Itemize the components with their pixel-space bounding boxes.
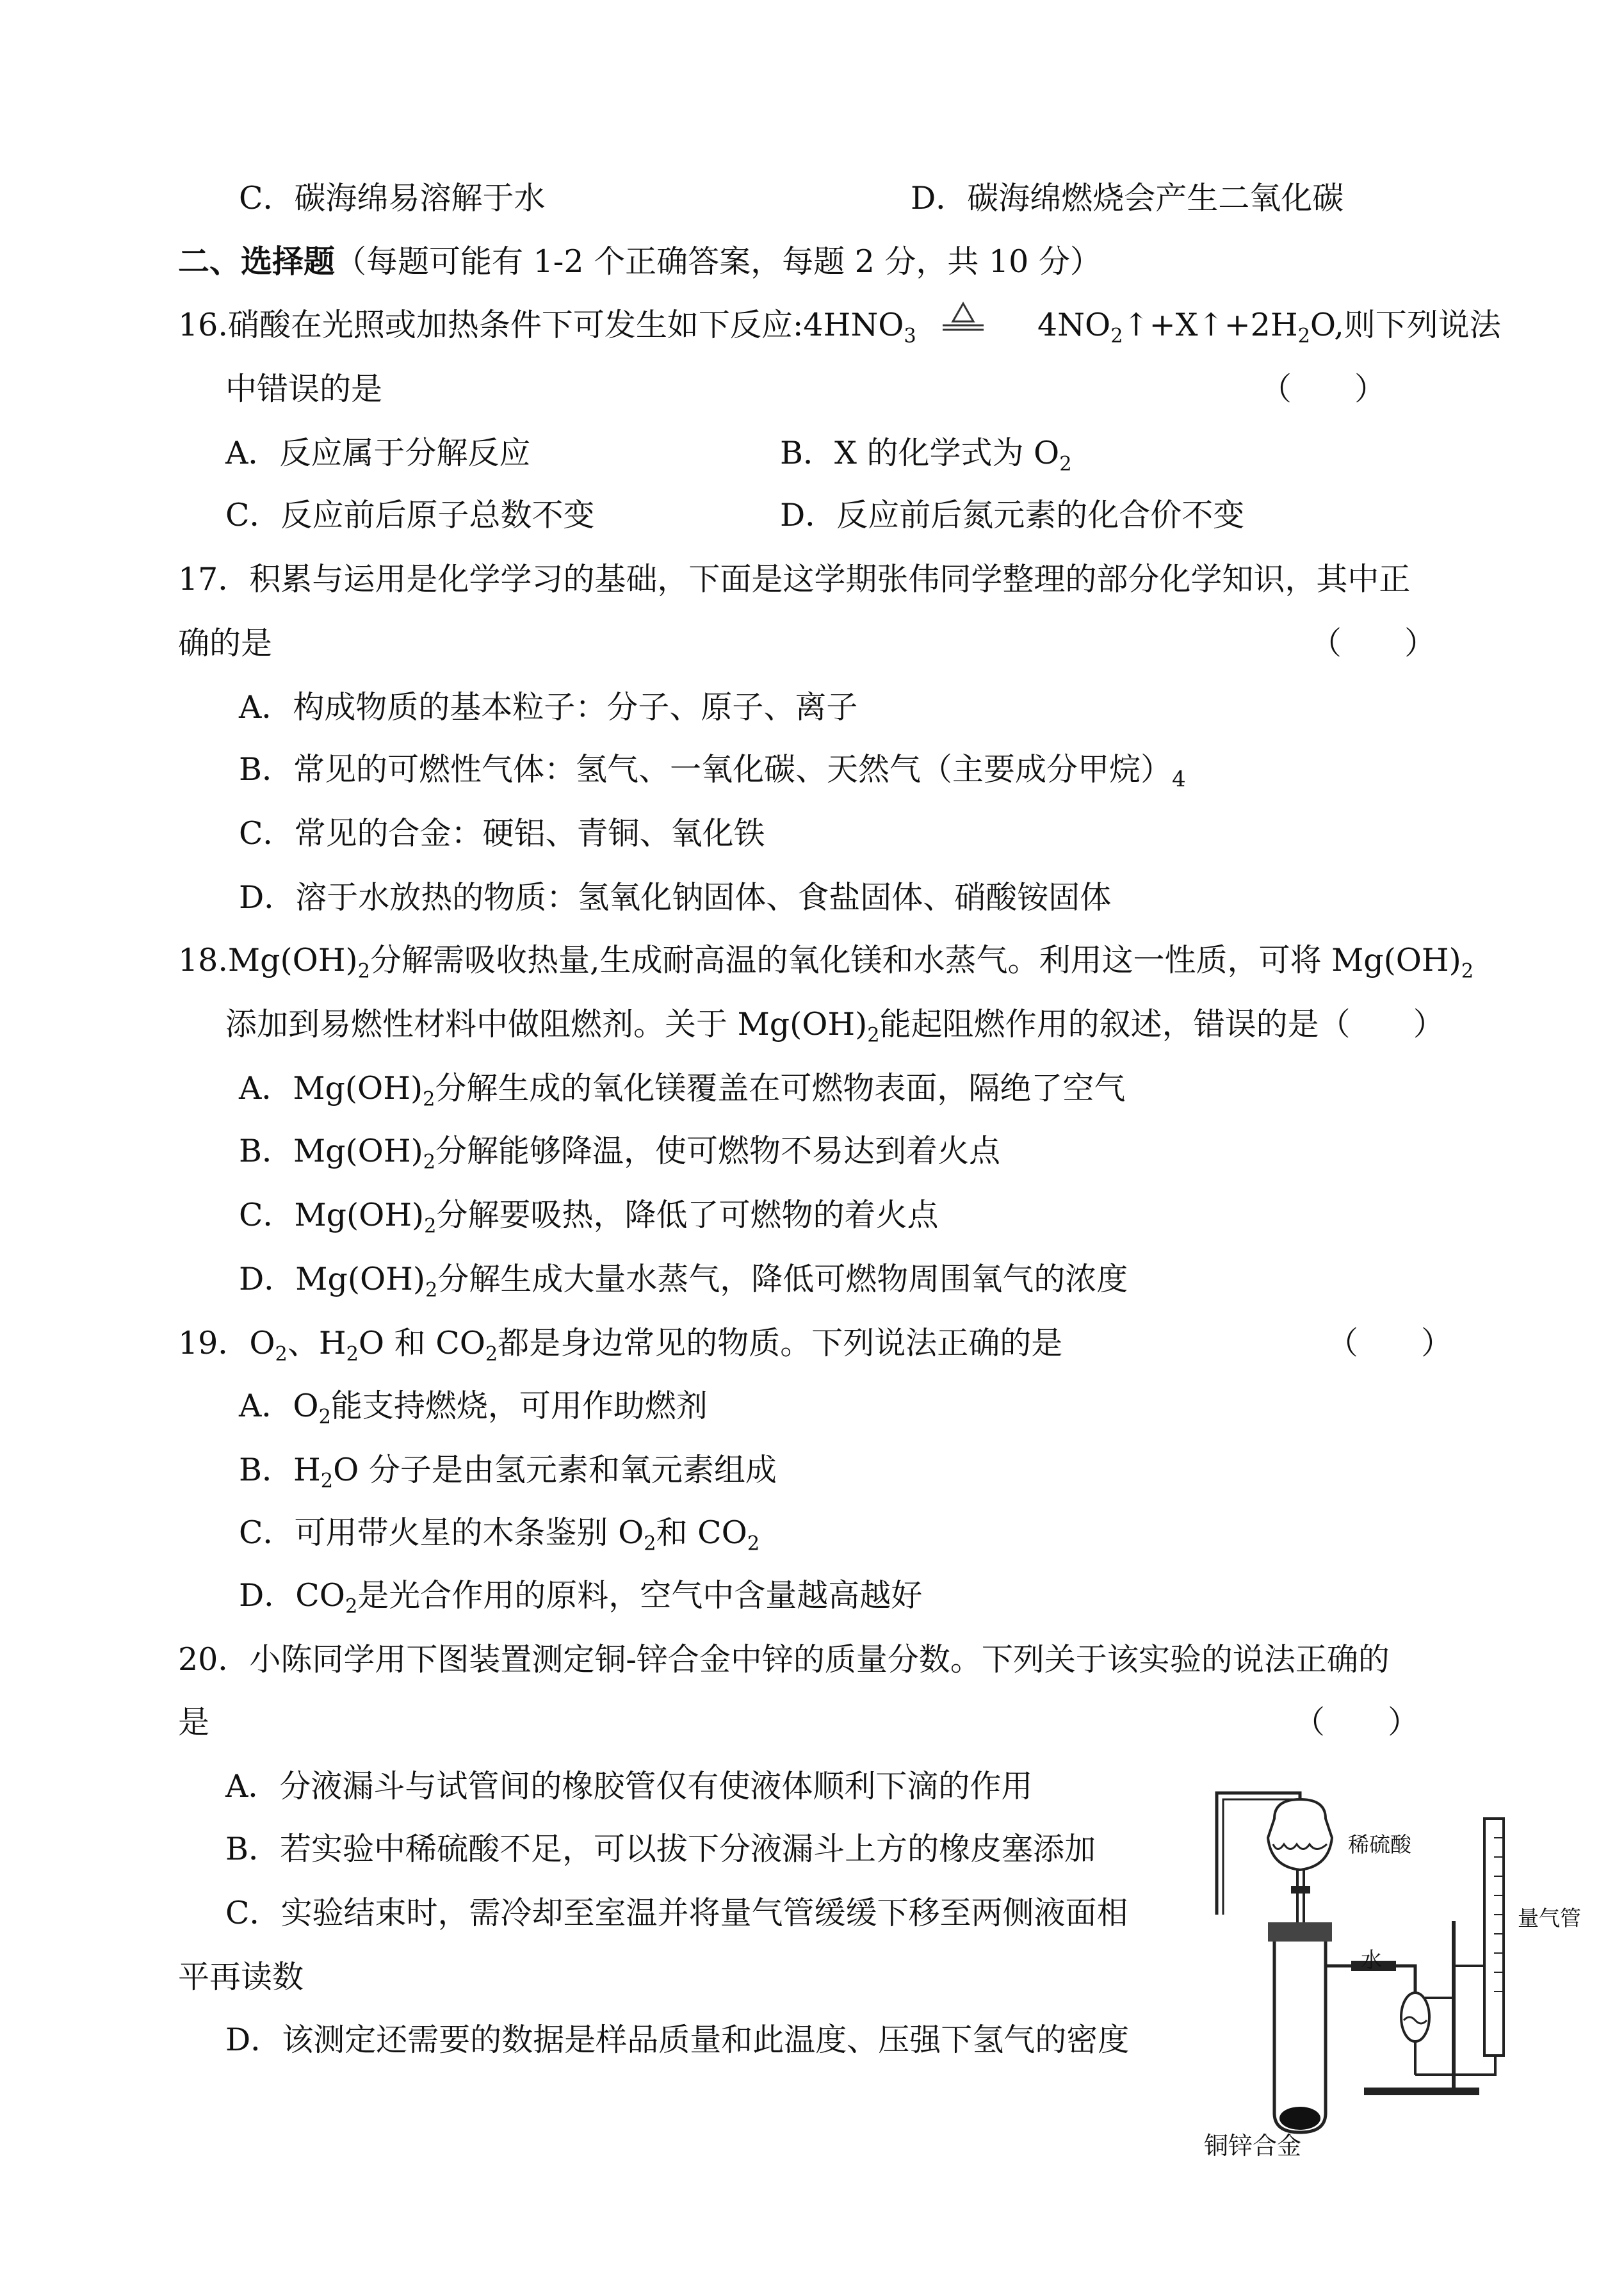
q18-sub-c: 2 bbox=[867, 1024, 880, 1047]
q16-option-c: C．反应前后原子总数不变 bbox=[225, 497, 595, 533]
q18-opt-a-sub: 2 bbox=[423, 1088, 435, 1111]
water-reservoir bbox=[1401, 1993, 1429, 2041]
rubber-stopper bbox=[1268, 1922, 1332, 1942]
q17-stem: 17．积累与运用是化学学习的基础，下面是这学期张伟同学整理的部分化学知识，其中正 bbox=[178, 561, 1411, 597]
q18-option-b bbox=[239, 1132, 1001, 1174]
q18-opt-a2: 分解生成的氧化镁覆盖在可燃物表面，隔绝了空气 bbox=[435, 1070, 1126, 1107]
q16-stem-right bbox=[1037, 306, 1501, 348]
q18-opt-a1: A．Mg(OH) bbox=[239, 1070, 423, 1107]
q16-stem-a: 16.硝酸在光照或加热条件下可发生如下反应:4HNO bbox=[178, 307, 904, 343]
label-dilute-sulfuric-acid: 稀硫酸 bbox=[1348, 1832, 1411, 1857]
q17-option-b bbox=[239, 750, 1186, 799]
q16-option-b-text: B．X 的化学式为 O bbox=[780, 435, 1060, 471]
q20-option-c: C．实验结束时，需冷却至室温并将量气管缓缓下移至两侧液面相 bbox=[225, 1895, 1128, 1931]
q19-opt-c-sub1: 2 bbox=[644, 1532, 656, 1555]
q15-option-d: D．碳海绵燃烧会产生二氧化碳 bbox=[911, 180, 1344, 216]
section-title: 二、选择题 bbox=[178, 243, 336, 280]
q18-l2a: 添加到易燃性材料中做阻燃剂。关于 Mg(OH) bbox=[225, 1006, 868, 1042]
q18-option-a bbox=[239, 1069, 1126, 1111]
q19-s1: 19．O bbox=[178, 1325, 275, 1361]
q17-answer-paren: （ ） bbox=[1310, 625, 1436, 661]
section-note: （每题可能有 1-2 个正确答案，每题 2 分，共 10 分） bbox=[335, 243, 1101, 280]
q16-stem bbox=[178, 306, 916, 348]
q18-opt-b-sub: 2 bbox=[423, 1151, 436, 1174]
section-heading bbox=[178, 242, 1101, 281]
q15-option-c: C．碳海绵易溶解于水 bbox=[239, 180, 546, 216]
q19-s4: 都是身边常见的物质。下列说法正确的是 bbox=[498, 1325, 1063, 1361]
label-water: 水 bbox=[1361, 1947, 1382, 1972]
q19-sub-c: 2 bbox=[485, 1343, 498, 1366]
q18-line2 bbox=[225, 1005, 1445, 1047]
q17-option-a: A．构成物质的基本粒子：分子、原子、离子 bbox=[239, 689, 858, 726]
q18-opt-b2: 分解能够降温，使可燃物不易达到着火点 bbox=[435, 1133, 1001, 1169]
stopcock bbox=[1291, 1886, 1310, 1894]
q17-option-d: D．溶于水放热的物质：氢氧化钠固体、食盐固体、硝酸铵固体 bbox=[239, 879, 1112, 916]
q18-opt-c1: C．Mg(OH) bbox=[239, 1197, 425, 1233]
q19-option-c bbox=[239, 1514, 760, 1555]
q18-line1 bbox=[178, 941, 1474, 983]
q18-opt-d-sub: 2 bbox=[425, 1279, 438, 1302]
q19-opt-c2: 和 CO bbox=[656, 1514, 747, 1551]
q19-sub-a: 2 bbox=[275, 1343, 288, 1366]
q19-stem bbox=[178, 1324, 1063, 1366]
q19-option-d bbox=[239, 1577, 923, 1618]
q18-opt-d1: D．Mg(OH) bbox=[239, 1261, 425, 1297]
q16-sub-2b: 2 bbox=[1297, 325, 1310, 348]
q16-option-d: D．反应前后氮元素的化合价不变 bbox=[780, 497, 1245, 533]
q16-option-b-sub: 2 bbox=[1059, 453, 1072, 476]
q19-opt-d1: D．CO bbox=[239, 1577, 345, 1614]
q19-opt-a-sub: 2 bbox=[318, 1406, 331, 1429]
q18-l2b: 能起阻燃作用的叙述，错误的是（ ） bbox=[879, 1006, 1445, 1042]
gas-burette bbox=[1484, 1819, 1504, 2056]
q16-option-b bbox=[780, 434, 1072, 476]
q16-stem-c: ↑+X↑+2H bbox=[1123, 307, 1298, 343]
q19-opt-d-sub: 2 bbox=[345, 1595, 358, 1618]
q18-opt-c2: 分解要吸热，降低了可燃物的着火点 bbox=[436, 1197, 939, 1233]
q17-option-b-text: B．常见的可燃性气体：氢气、一氧化碳、天然气（主要成分甲烷） bbox=[239, 751, 1173, 788]
q16-sub-2a: 2 bbox=[1110, 325, 1123, 348]
q16-answer-paren: （ ） bbox=[1260, 371, 1386, 407]
q18-l1a: 18.Mg(OH) bbox=[178, 942, 358, 978]
q20-option-c-cont: 平再读数 bbox=[178, 1959, 304, 1995]
q19-opt-d2: 是光合作用的原料，空气中含量越高越好 bbox=[357, 1577, 923, 1614]
q19-opt-b-sub: 2 bbox=[320, 1470, 334, 1493]
q19-opt-a1: A．O bbox=[239, 1388, 319, 1424]
q17-option-b-tail: 4 bbox=[1172, 766, 1186, 792]
q18-opt-c-sub: 2 bbox=[424, 1215, 437, 1238]
test-tube bbox=[1274, 1942, 1326, 2132]
label-gas-burette: 量气管 bbox=[1518, 1906, 1581, 1931]
q19-answer-paren: （ ） bbox=[1327, 1325, 1453, 1361]
label-cu-zn-alloy: 铜锌合金 bbox=[1204, 2132, 1302, 2160]
q19-opt-b1: B．H bbox=[239, 1452, 321, 1488]
q20-answer-paren: （ ） bbox=[1294, 1704, 1420, 1740]
separatory-funnel bbox=[1268, 1799, 1332, 1870]
q19-s2: 、H bbox=[287, 1325, 346, 1361]
stand-base bbox=[1364, 2088, 1479, 2095]
q17-option-c: C．常见的合金：硬铝、青铜、氧化铁 bbox=[239, 815, 765, 852]
q19-option-b bbox=[239, 1451, 777, 1493]
heating-condition-symbol bbox=[940, 301, 986, 332]
q19-sub-b: 2 bbox=[346, 1343, 359, 1366]
q16-option-a: A．反应属于分解反应 bbox=[225, 435, 531, 471]
q17-line2: 确的是 bbox=[178, 625, 273, 661]
q20-stem: 20．小陈同学用下图装置测定铜-锌合金中锌的质量分数。下列关于该实验的说法正确的 bbox=[178, 1641, 1390, 1678]
q18-sub-a: 2 bbox=[357, 960, 370, 983]
q20-option-d: D．该测定还需要的数据是样品质量和此温度、压强下氢气的密度 bbox=[225, 2022, 1130, 2058]
q18-opt-d2: 分解生成大量水蒸气，降低可燃物周围氧气的浓度 bbox=[437, 1261, 1128, 1297]
q18-l1b: 分解需吸收热量,生成耐高温的氧化镁和水蒸气。利用这一性质，可将 Mg(OH) bbox=[369, 942, 1461, 978]
q19-opt-c-sub2: 2 bbox=[747, 1532, 760, 1555]
q16-sub-3: 3 bbox=[904, 325, 916, 348]
q20-option-b: B．若实验中稀硫酸不足，可以拔下分液漏斗上方的橡皮塞添加 bbox=[225, 1831, 1096, 1867]
q18-option-c bbox=[239, 1196, 939, 1238]
q16-stem-d: O,则下列说法 bbox=[1310, 307, 1501, 343]
q19-opt-a2: 能支持燃烧，可用作助燃剂 bbox=[330, 1388, 708, 1424]
q19-s3: O 和 CO bbox=[358, 1325, 485, 1361]
q19-opt-c1: C．可用带火星的木条鉴别 O bbox=[239, 1514, 644, 1551]
q16-line2: 中错误的是 bbox=[225, 371, 383, 407]
q19-opt-b2: O 分子是由氢元素和氧元素组成 bbox=[333, 1452, 777, 1488]
q18-sub-b: 2 bbox=[1461, 960, 1474, 983]
q16-stem-b: 4NO bbox=[1037, 307, 1111, 343]
q18-opt-b1: B．Mg(OH) bbox=[239, 1133, 423, 1169]
q19-option-a bbox=[239, 1387, 708, 1429]
q20-option-a: A．分液漏斗与试管间的橡胶管仅有使液体顺利下滴的作用 bbox=[225, 1768, 1033, 1804]
q18-option-d bbox=[239, 1260, 1128, 1302]
q20-line2: 是 bbox=[178, 1704, 210, 1740]
